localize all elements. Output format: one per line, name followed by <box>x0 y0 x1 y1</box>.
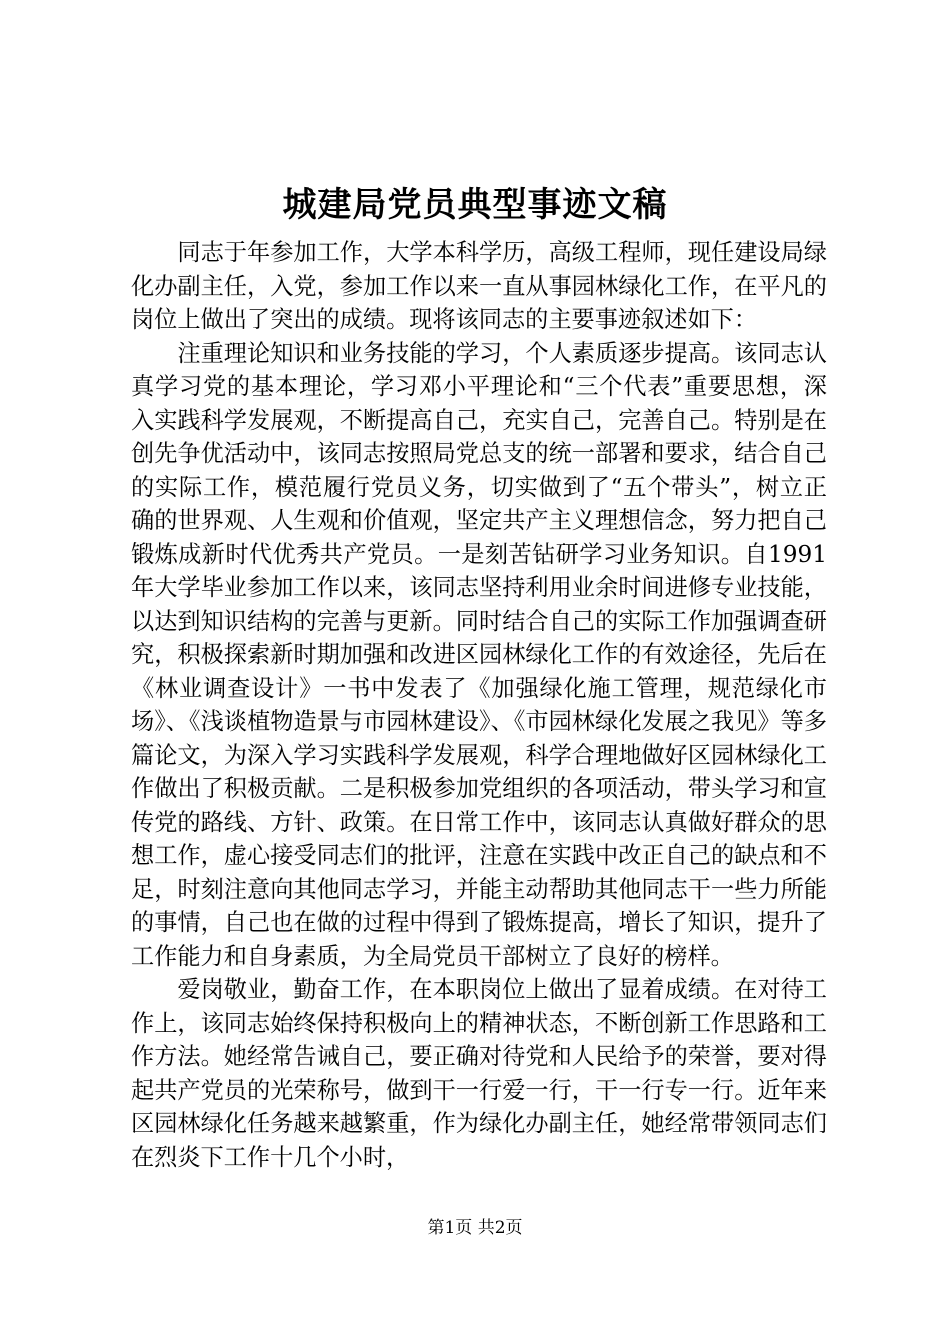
paragraph-intro: 同志于年参加工作，大学本科学历，高级工程师，现任建设局绿化办副主任，入党，参加工作以来一直从事园林绿化工作，在平凡的岗位上做出了突出的成绩。现将该同志的主要事迹叙述如下： <box>131 239 827 333</box>
paragraph-work: 爱岗敬业，勤奋工作，在本职岗位上做出了显着成绩。在对待工作上，该同志始终保持积极向上的精神状态，不断创新工作思路和工作方法。她经常告诫自己，要正确对待党和人民给予的荣誉，要对得起共产党员的光荣称号，做到干一行爱一行，干一行专一行。近年来区园林绿化任务越来越繁重，作为绿化办副主任，她经常带领同志们在烈炎下工作十几个小时， <box>131 976 827 1171</box>
document-title: 城建局党员典型事迹文稿 <box>282 185 668 225</box>
paragraph-study: 注重理论知识和业务技能的学习，个人素质逐步提高。该同志认真学习党的基本理论，学习邓小平理论和“三个代表”重要思想，深入实践科学发展观，不断提高自己，充实自己，完善自己。特别是在创先争优活动中，该同志按照局党总支的统一部署和要求，结合自己的实际工作，模范履行党员义务，切实做到了“五个带头”，树立正确的世界观、人生观和价值观，坚定共产主义理想信念，努力把自己锻炼成新时代优秀共产党员。一是刻苦钻研学习业务知识。自1991年大学毕业参加工作以来，该同志坚持利用业余时间进修专业技能，以达到知识结构的完善与更新。同时结合自己的实际工作加强调查研究，积极探索新时期加强和改进区园林绿化工作的有效途径，先后在《林业调查设计》一书中发表了《加强绿化施工管理，规范绿化市场》、《浅谈植物造景与市园林建设》、《市园林绿化发展之我见》等多篇论文，为深入学习实践科学发展观，科学合理地做好区园林绿化工作做出了积极贡献。二是积极参加党组织的各项活动，带头学习和宣传党的路线、方针、政策。在日常工作中，该同志认真做好群众的思想工作，虚心接受同志们的批评，注意在实践中改正自己的缺点和不足，时刻注意向其他同志学习，并能主动帮助其他同志干一些力所能的事情，自己也在做的过程中得到了锻炼提高，增长了知识，提升了工作能力和自身素质，为全局党员干部树立了良好的榜样。 <box>131 339 827 970</box>
document-body <box>131 236 827 1174</box>
page-footer: 第1页 共2页 <box>427 1218 523 1238</box>
